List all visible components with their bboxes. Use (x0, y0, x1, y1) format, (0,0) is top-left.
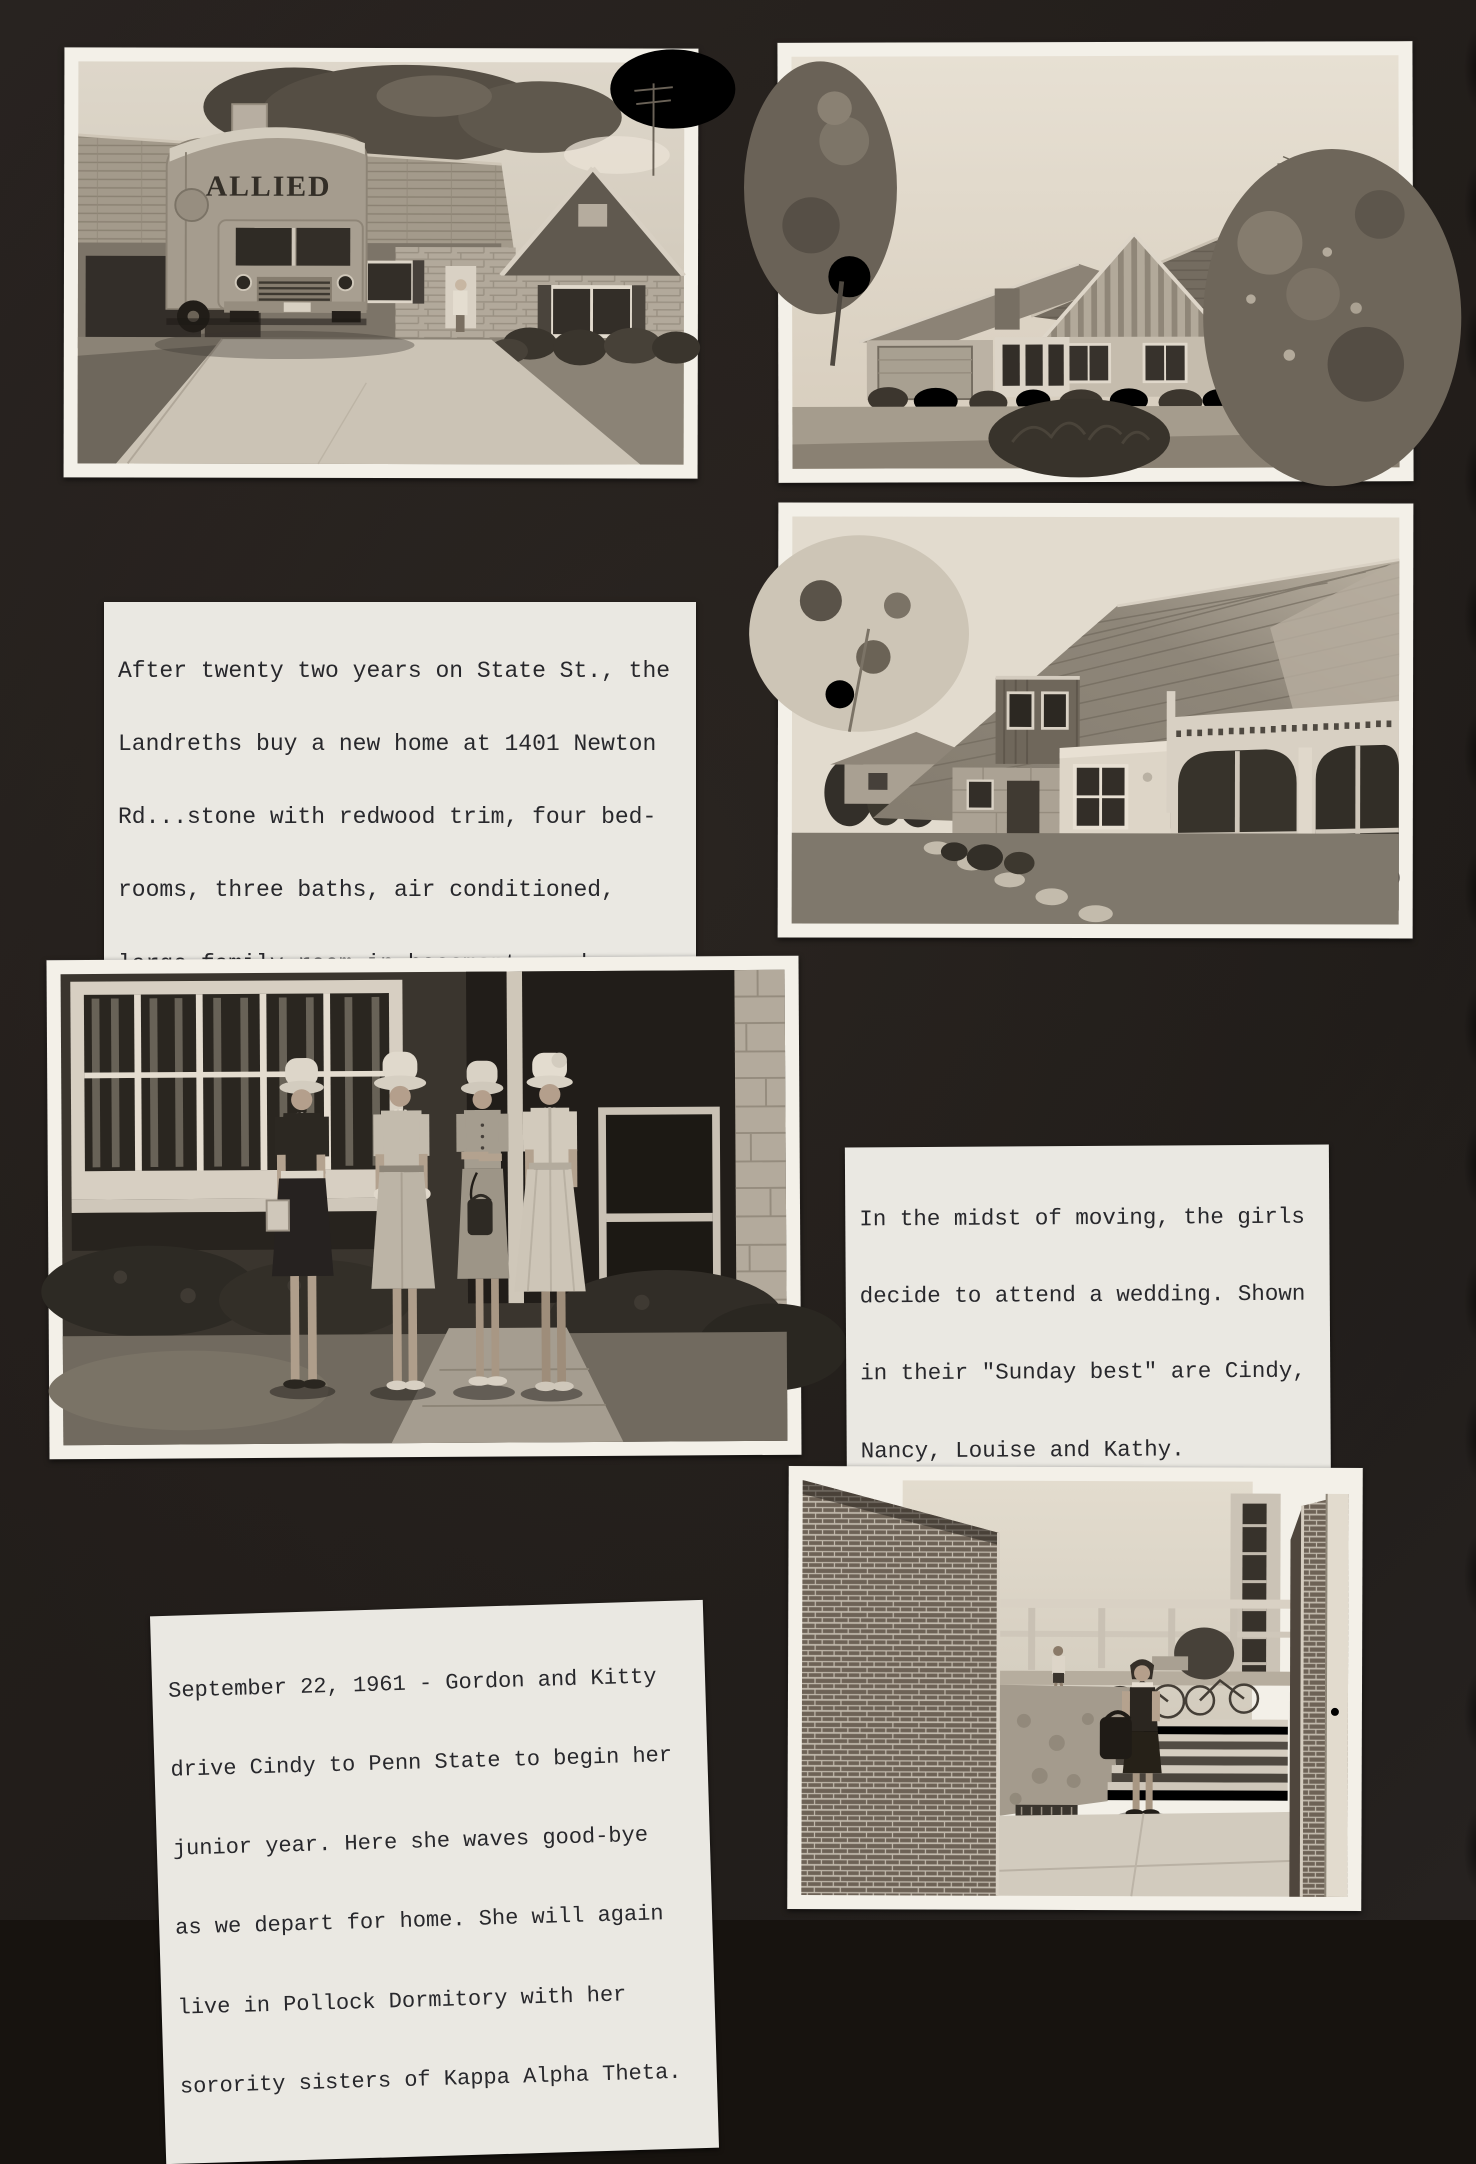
pergola-beam (1000, 1599, 1300, 1609)
caption-line: rooms, three baths, air conditioned, (118, 878, 696, 902)
photo-moving-truck-image (78, 61, 685, 464)
picture-window (70, 980, 404, 1251)
photo-moving-truck (64, 47, 699, 478)
caption-line: drive Cindy to Penn State to begin her (170, 1742, 708, 1784)
distant-structure (1152, 1656, 1188, 1670)
photo-house-front-image (791, 55, 1399, 469)
window-sill (72, 1198, 404, 1213)
travel-bag (1100, 1717, 1132, 1759)
truck-sign-text: ALLIED (206, 171, 332, 203)
porch-light (1143, 773, 1153, 782)
caption-line: September 22, 1961 - Gordon and Kitty (168, 1663, 706, 1705)
truck-logo (175, 189, 208, 221)
shrubs (489, 327, 700, 365)
caption-line: in their "Sunday best" are Cindy, (860, 1359, 1330, 1388)
small-window (968, 781, 993, 809)
open-door-panel (1325, 1494, 1348, 1897)
left-brick-wall (801, 1480, 998, 1896)
right-brick-wall (1289, 1494, 1348, 1897)
caption-line: junior year. Here she waves good-bye (173, 1821, 711, 1863)
white-belt (281, 1171, 324, 1179)
photo-house-rear-image (792, 516, 1400, 924)
evergreen-tree (1174, 1627, 1234, 1679)
caption-penn-state (150, 1600, 719, 2164)
front-window (366, 262, 412, 302)
chimney (995, 288, 1020, 329)
caption-line: live in Pollock Dormitory with her (177, 1979, 715, 2021)
handbag (467, 1199, 492, 1235)
photo-penn-state-dorm (787, 1466, 1363, 1911)
downspout (1167, 691, 1176, 813)
caption-line: Rd...stone with redwood trim, four bed- (118, 805, 696, 829)
dormer-window-left (1008, 693, 1033, 729)
caption-line: After twenty two years on State St., the (118, 659, 696, 683)
photo-house-front (777, 41, 1413, 483)
caption-line: sorority sisters of Kappa Alpha Theta. (180, 2059, 718, 2101)
bay-window (995, 337, 1070, 397)
right-tree (1203, 149, 1462, 487)
caption-line: Landreths buy a new home at 1401 Newton (118, 732, 696, 756)
license-plate (284, 302, 311, 311)
headlight-left (236, 275, 251, 290)
photo-four-girls (46, 956, 801, 1460)
foreground-shrub (988, 399, 1170, 478)
door-hinge (1331, 1708, 1339, 1716)
clutch-purse (267, 1200, 289, 1230)
hat-bow (551, 1053, 567, 1068)
moving-truck (166, 127, 367, 333)
photo-house-rear (778, 502, 1414, 938)
dormer-window-right (1042, 693, 1067, 729)
caption-line: decide to attend a wedding. Shown (860, 1282, 1330, 1311)
windshield-left (236, 228, 292, 266)
windshield-right (296, 228, 350, 266)
headlight-right (338, 275, 353, 290)
caption-line: as we depart for home. She will again (175, 1900, 713, 1942)
caption-line: Nancy, Louise and Kathy. (861, 1436, 1331, 1465)
photo-penn-state-dorm-image (801, 1480, 1348, 1897)
photo-four-girls-image (61, 970, 788, 1445)
caption-line: In the midst of moving, the girls (859, 1204, 1329, 1233)
